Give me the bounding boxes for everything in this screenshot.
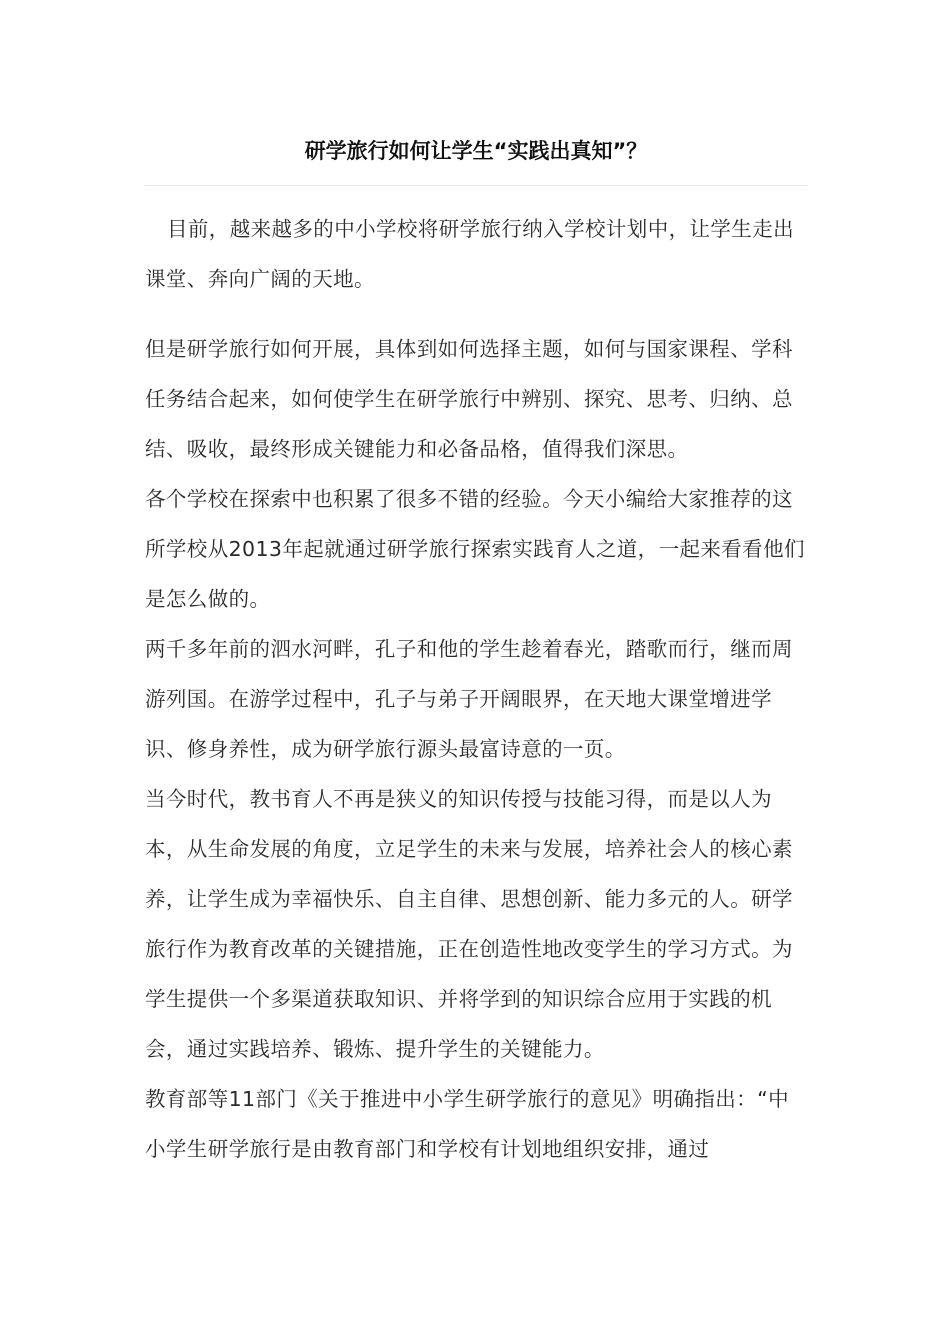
paragraph-confucius: 两千多年前的泗水河畔，孔子和他的学生趁着春光，踏歌而行，继而周游列国。在游学过程中，孔子与弟子开阔眼界，在天地大课堂增进学识、修身养性，成为研学旅行源头最富诗意的一页。 [145,637,793,761]
title-divider [145,185,807,186]
paragraph-intro: 目前，越来越多的中小学校将研学旅行纳入学校计划中，让学生走出课堂、奔向广阔的天地。 [145,217,794,291]
document-page [145,0,807,1174]
paragraph-school-experience: 各个学校在探索中也积累了很多不错的经验。今天小编给大家推荐的这所学校从2013年起就通过研学旅行探索实践育人之道，一起来看看他们是怎么做的。 [145,487,805,611]
article-title: 研学旅行如何让学生“实践出真知”？ [304,139,648,163]
paragraph-ministry-opinion: 教育部等11部门《关于推进中小学生研学旅行的意见》明确指出：“中小学生研学旅行是由教育部门和学校有计划地组织安排，通过 [145,1087,790,1161]
paragraph-modern-education: 当今时代，教书育人不再是狭义的知识传授与技能习得，而是以人为本，从生命发展的角度，立足学生的未来与发展，培养社会人的核心素养，让学生成为幸福快乐、自主自律、思想创新、能力多元的人。研学旅行作为教育改革的关键措施，正在创造性地改变学生的学习方式。为学生提供一个多渠道获取知识、并将学到的知识综合应用于实践的机会，通过实践培养、锻炼、提升学生的关键能力。 [145,787,793,1061]
paragraph-question: 但是研学旅行如何开展，具体到如何选择主题，如何与国家课程、学科任务结合起来，如何使学生在研学旅行中辨别、探究、思考、归纳、总结、吸收，最终形成关键能力和必备品格，值得我们深思。 [145,337,793,461]
